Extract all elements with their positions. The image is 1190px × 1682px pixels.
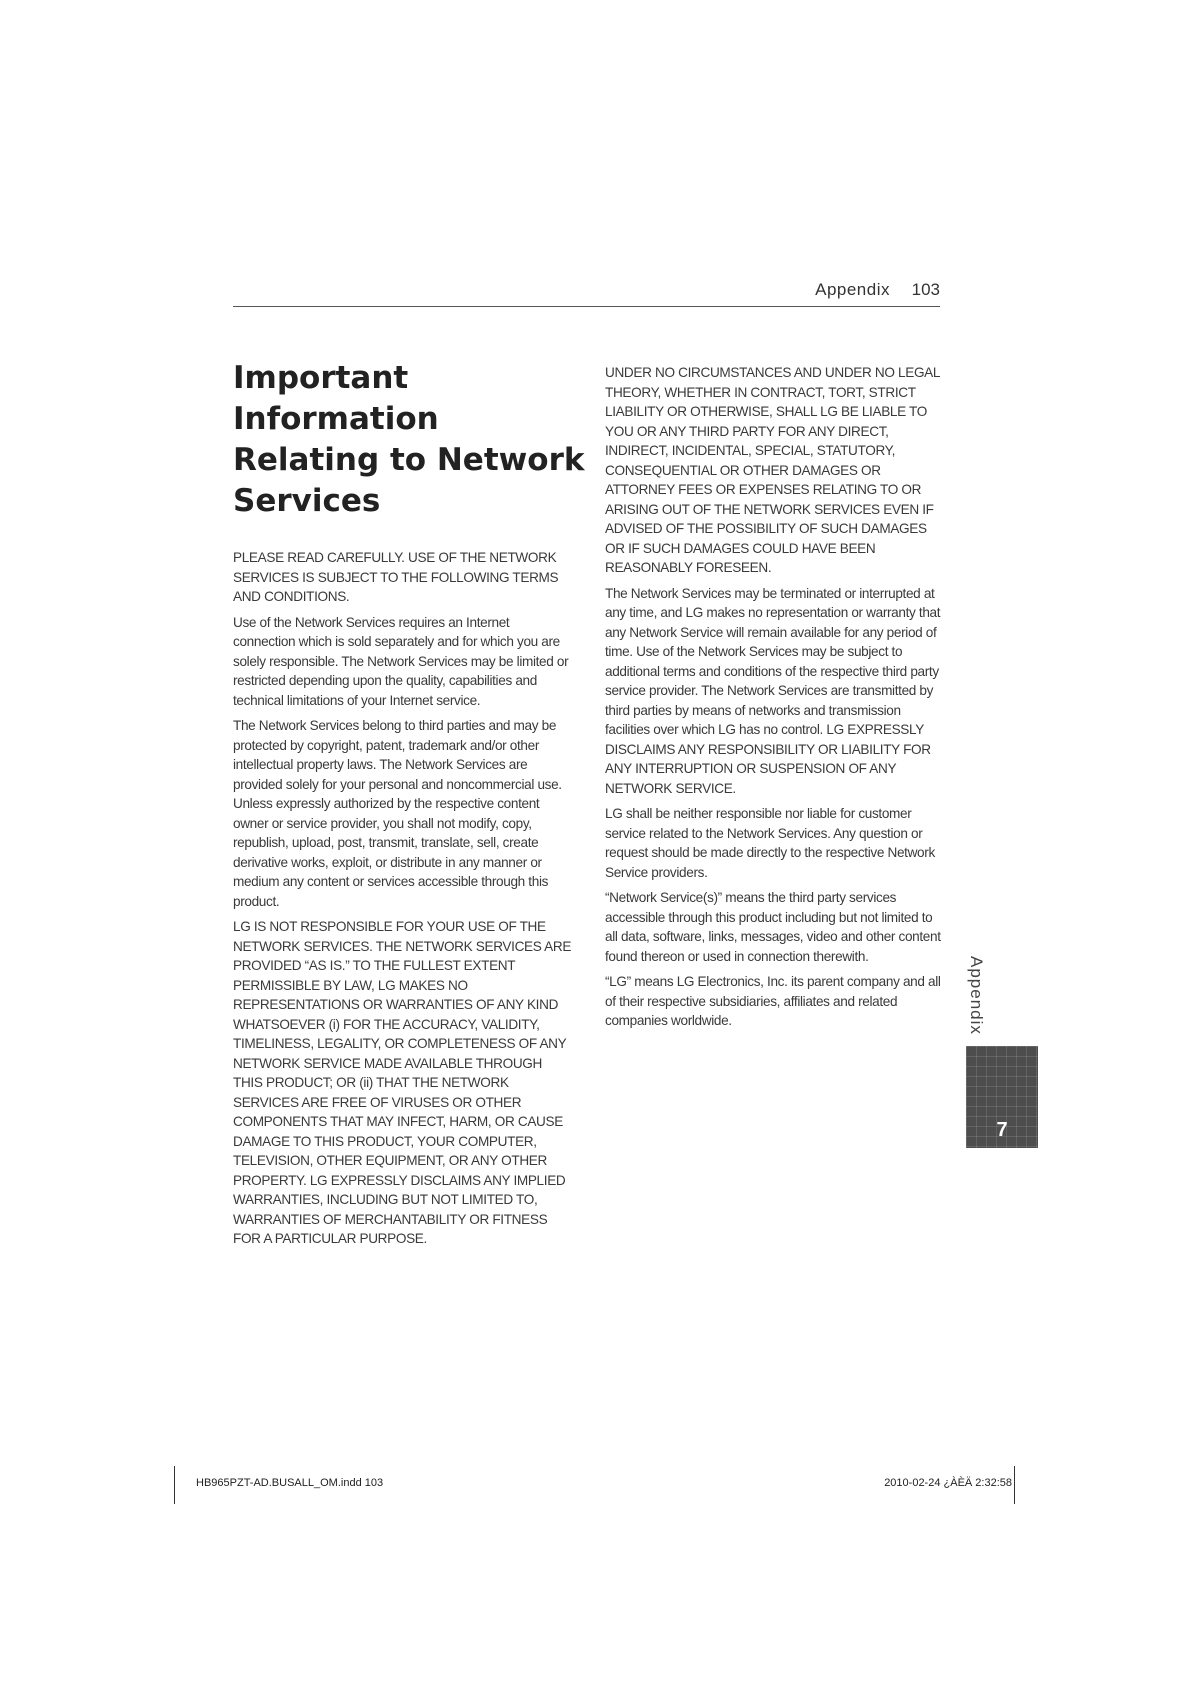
paragraph: LG IS NOT RESPONSIBLE FOR YOUR USE OF THE NETWORK SERVICES. THE NETWORK SERVICES ARE PROVIDED “AS IS.” TO THE FULLEST EXTENT PERMISSIBLE BY LAW, LG MAKES NO REPRESENTATIONS OR WARRANTIES OF ANY KIND WHATSOEVER (i) FOR THE ACCURACY, VALIDITY, TIMELINESS, LEGALITY, OR COMPLETENESS OF ANY NETWORK SERVICE MADE AVAILABLE THROUGH THIS PRODUCT; OR (ii) THAT THE NETWORK SERVICES ARE FREE OF VIRUSES OR OTHER COMPONENTS THAT MAY INFECT, HARM, OR CAUSE DAMAGE TO THIS PRODUCT, YOUR COMPUTER, TELEVISION, OTHER EQUIPMENT, OR ANY OTHER PROPERTY. LG EXPRESSLY DISCLAIMS ANY IMPLIED WARRANTIES, INCLUDING BUT NOT LIMITED TO, WARRANTIES OF MERCHANTABILITY OR FITNESS FOR A PARTICULAR PURPOSE. <box>233 919 572 1246</box>
side-tab-label: Appendix <box>967 956 986 1035</box>
chapter-badge <box>966 1046 1038 1148</box>
paragraph: The Network Services may be terminated or interrupted at any time, and LG makes no representation or warranty that any Network Service will remain available for any period of time. Use of the Network Services may be subject to additional terms and conditions of the respective third party service provider. The Network Services are transmitted by third parties by means of networks and transmission facilities over which LG has no control. LG EXPRESSLY DISCLAIMS ANY RESPONSIBILITY OR LIABILITY FOR ANY INTERRUPTION OR SUSPENSION OF ANY NETWORK SERVICE. <box>605 585 941 796</box>
header-page-number: 103 <box>911 280 940 299</box>
header-section-title: Appendix <box>815 280 890 299</box>
footer-timestamp: 2010-02-24 ¿ÀÈÄ 2:32:58 <box>884 1477 1012 1489</box>
paragraph: LG shall be neither responsible nor liable for customer service related to the Network Services. Any question or request should be made directly to the respective Network Service providers. <box>605 806 935 880</box>
chapter-number: 7 <box>996 1119 1008 1141</box>
paragraph: “Network Service(s)” means the third party services accessible through this product including but not limited to all data, software, links, messages, video and other content found thereon or used in connection therewith. <box>605 890 941 964</box>
paragraph: PLEASE READ CAREFULLY. USE OF THE NETWORK SERVICES IS SUBJECT TO THE FOLLOWING TERMS AND CONDITIONS. <box>233 550 559 604</box>
page-title: Important Information Relating to Network Services <box>233 360 585 519</box>
crop-mark-left <box>174 1466 175 1504</box>
footer-filename: HB965PZT-AD.BUSALL_OM.indd 103 <box>196 1477 384 1489</box>
right-column <box>605 363 945 1037</box>
paragraph: “LG” means LG Electronics, Inc. its parent company and all of their respective subsidiaries, affiliates and related companies worldwide. <box>605 974 941 1028</box>
page-header <box>233 278 940 307</box>
left-column <box>233 548 573 1255</box>
paragraph: Use of the Network Services requires an Internet connection which is sold separately and for which you are solely responsible. The Network Services may be limited or restricted depending upon the quality, capabilities and technical limitations of your Internet service. <box>233 614 569 708</box>
paragraph: UNDER NO CIRCUMSTANCES AND UNDER NO LEGAL THEORY, WHETHER IN CONTRACT, TORT, STRICT LIABILITY OR OTHERWISE, SHALL LG BE LIABLE TO YOU OR ANY THIRD PARTY FOR ANY DIRECT, INDIRECT, INCIDENTAL, SPECIAL, STATUTORY, CONSEQUENTIAL OR OTHER DAMAGES OR ATTORNEY FEES OR EXPENSES RELATING TO OR ARISING OUT OF THE NETWORK SERVICES EVEN IF ADVISED OF THE POSSIBILITY OF SUCH DAMAGES OR IF SUCH DAMAGES COULD HAVE BEEN REASONABLY FORESEEN. <box>605 365 940 575</box>
paragraph: The Network Services belong to third parties and may be protected by copyright, patent, trademark and/or other intellectual property laws. The Network Services are provided solely for your personal and noncommercial use. Unless expressly authorized by the respective content owner or service provider, you shall not modify, copy, republish, upload, post, transmit, translate, sell, create derivative works, exploit, or distribute in any manner or medium any content or services accessible through this product. <box>233 718 562 909</box>
crop-mark-right <box>1014 1466 1015 1504</box>
